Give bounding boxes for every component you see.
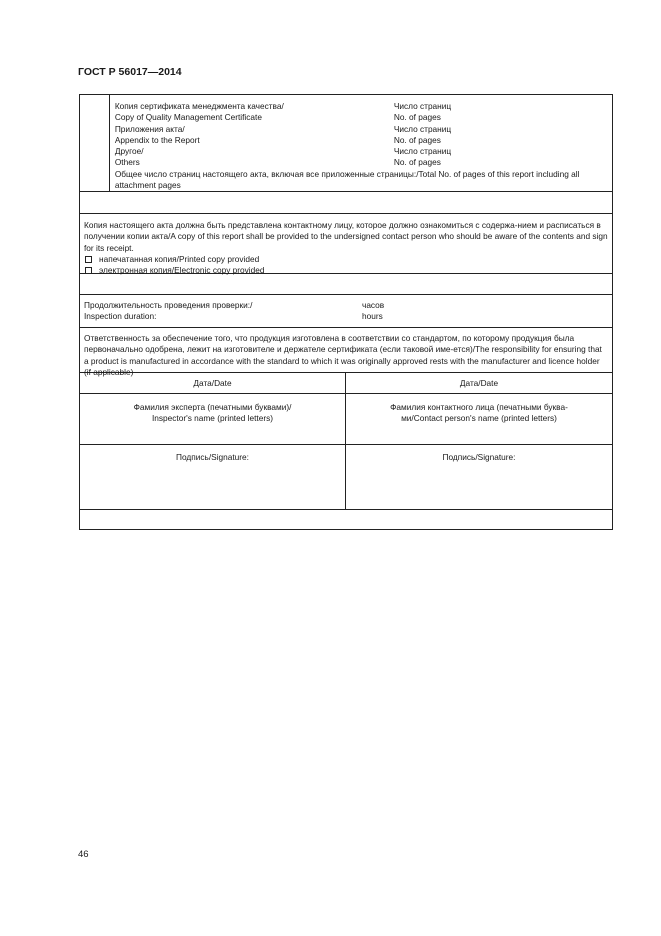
- attachment-line: [115, 124, 612, 135]
- duration-line-ru: [80, 300, 612, 311]
- attachment-line: [115, 101, 612, 112]
- contact-name-label-ru: Фамилия контактного лица (печатными буква-: [390, 402, 568, 412]
- page-number: 46: [78, 849, 89, 860]
- electronic-copy-label: электронная копия/Electronic copy provided: [99, 265, 265, 276]
- empty-row: [79, 192, 613, 214]
- attachment-page-count-label: Число страниц: [393, 146, 452, 157]
- contact-date-cell: Дата/Date: [459, 378, 499, 388]
- attachment-page-count-label: Число страниц: [393, 123, 452, 134]
- attachment-label: Others: [114, 157, 140, 168]
- inspection-duration-row: [79, 295, 613, 328]
- attachment-page-count-label: No. of pages: [393, 112, 441, 123]
- duration-label-ru: Продолжительность проведения проверки:/: [84, 300, 253, 310]
- attachment-label: Appendix to the Report: [114, 134, 200, 145]
- attachment-line: [115, 157, 612, 168]
- responsibility-row: [79, 328, 613, 377]
- signature-row: [79, 445, 613, 510]
- attachment-line: [115, 112, 612, 123]
- contact-signature-cell: Подпись/Signature:: [442, 452, 516, 462]
- printed-copy-checkbox[interactable]: [85, 256, 92, 263]
- total-pages-text: Общее число страниц настоящего акта, включая все приложенные страницы:/Total No. of pages of this report including all attachment pages: [114, 168, 580, 191]
- attachment-page-count-label: Число страниц: [393, 101, 452, 111]
- date-row: [79, 373, 613, 394]
- attachment-page-count-label: No. of pages: [393, 134, 441, 145]
- attachment-label: Копия сертификата менеджмента качества/: [114, 101, 284, 111]
- contact-name-label-en: ми/Contact person's name (printed letters): [401, 413, 557, 423]
- copy-distribution-row: [79, 214, 613, 274]
- inspector-signature-cell: Подпись/Signature:: [80, 445, 346, 509]
- inspector-name-label-en: Inspector's name (printed letters): [151, 413, 274, 423]
- attachment-label: Другое/: [114, 146, 144, 157]
- name-row: [79, 394, 613, 445]
- empty-row: [79, 510, 613, 530]
- attachment-label: Copy of Quality Management Certificate: [114, 112, 262, 123]
- printed-copy-option[interactable]: [84, 254, 612, 265]
- attachment-line: [115, 146, 612, 157]
- attachments-row: [79, 94, 613, 192]
- inspector-date-cell: Дата/Date: [80, 373, 346, 393]
- report-form-table: [79, 94, 613, 530]
- duration-unit-ru: часов: [362, 300, 385, 310]
- attachments-list: [110, 95, 612, 191]
- attachment-page-count-label: No. of pages: [393, 157, 441, 168]
- duration-line-en: [80, 311, 612, 322]
- responsibility-text: Ответственность за обеспечение того, что продукция изготовлена в соответствии со стандартом, по которому продукция была первоначально одобрена, лежит на изготовителе и держателе сертификата (если таковой име-ется)/The responsibility for ensuring that a product is manufactured in accordance with the standard to which it was originally approved rests with the manufacturer and licence holder (if applicable): [84, 333, 602, 377]
- inspector-name-label-ru: Фамилия эксперта (печатными буквами)/: [133, 402, 292, 412]
- printed-copy-label: напечатанная копия/Printed copy provided: [99, 253, 260, 264]
- copy-distribution-text: Копия настоящего акта должна быть представлена контактному лицу, которое должно ознакомиться с содержа-нием и расписаться в получении копии акта/A copy of this report shall be provided to the undersigned contact person who should be aware of the contents and sign for its receipt.: [84, 220, 608, 253]
- duration-unit-en: hours: [362, 311, 383, 322]
- empty-row: [79, 274, 613, 295]
- attachments-number-cell: [80, 95, 110, 191]
- page-header: ГОСТ Р 56017—2014: [78, 66, 182, 78]
- duration-label-en: Inspection duration:: [84, 311, 157, 322]
- attachment-line: [115, 135, 612, 146]
- contact-name-cell: [346, 394, 612, 444]
- inspector-name-cell: [80, 394, 346, 444]
- attachment-label: Приложения акта/: [114, 123, 185, 134]
